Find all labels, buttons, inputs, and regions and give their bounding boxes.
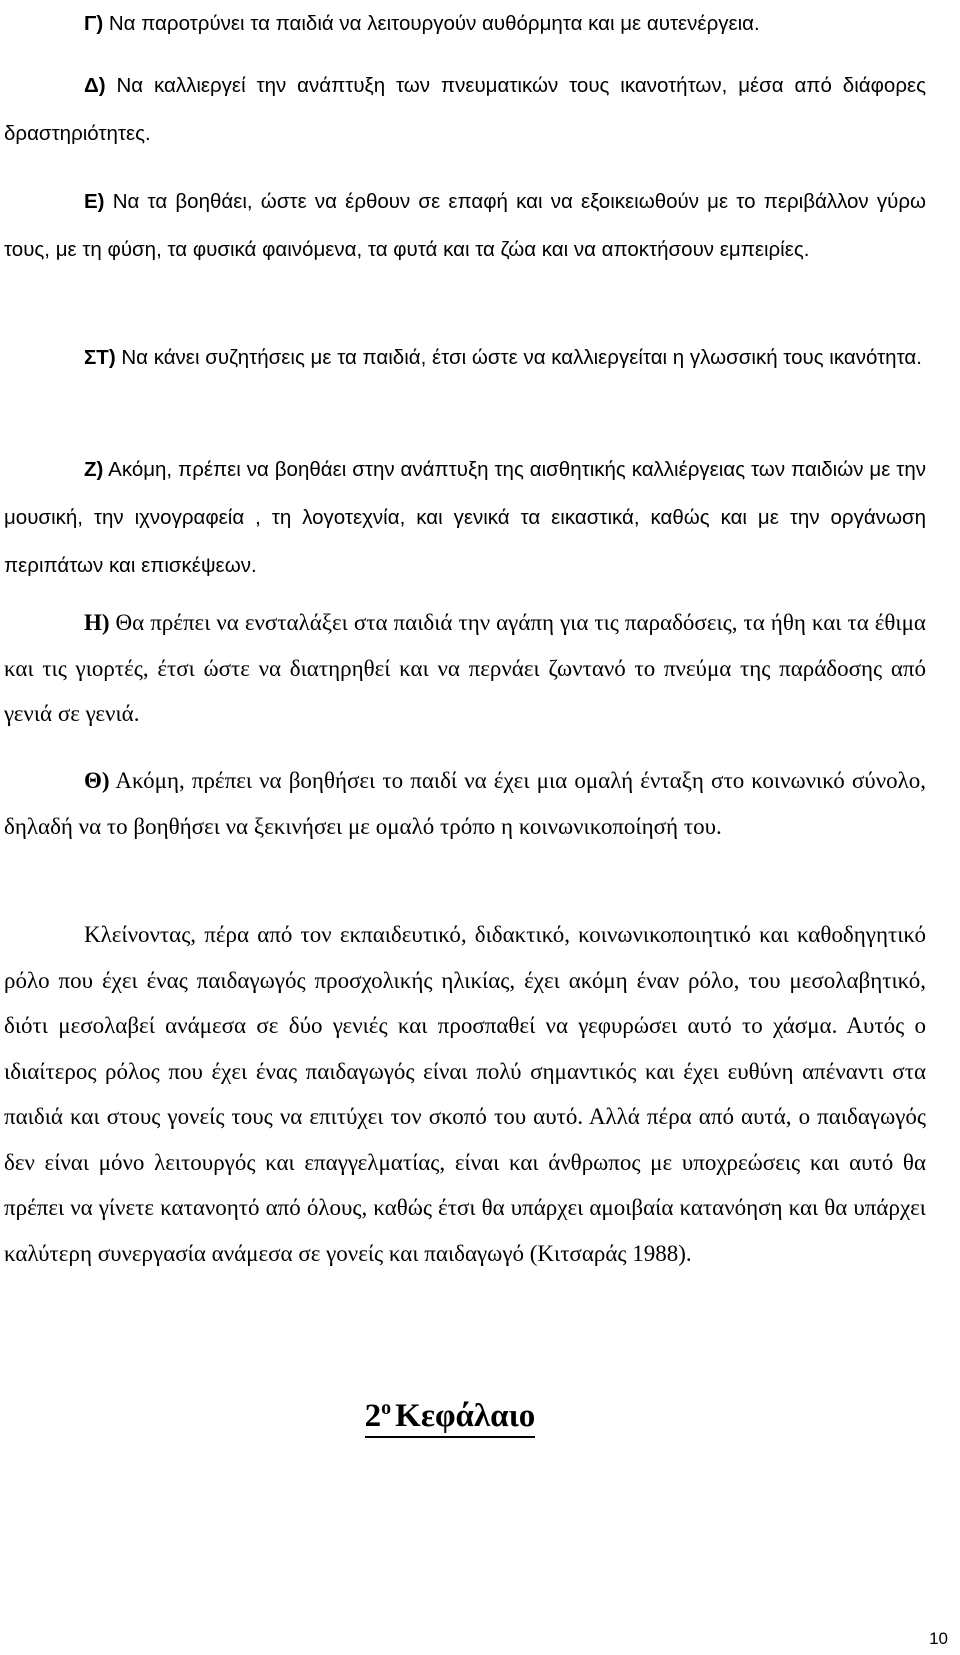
paragraph-label: Δ): [84, 74, 106, 97]
paragraph-text: Να παροτρύνει τα παιδιά να λειτουργούν αυθόρμητα και με αυτενέργεια.: [103, 12, 760, 35]
closing-paragraph: Κλείνοντας, πέρα από τον εκπαιδευτικό, διδακτικό, κοινωνικοποιητικό και καθοδηγητικό ρόλο που έχει ένας παιδαγωγός προσχολικής ηλικίας, έχει ακόμη έναν ρόλο, του μεσολαβητικό, διότι μεσολαβεί ανάμεσα σε δύο γενιές και προσπαθεί να γεφυρώσει αυτό το χάσμα. Αυτός ο ιδιαίτερος ρόλος που έχει ένας παιδαγωγός είναι πολύ σημαντικός και έχει ευθύνη απέναντι στα παιδιά και στους γονείς τους να επιτύχει τον σκοπό του αυτό. Αλλά πέρα από αυτά, ο παιδαγωγός δεν είναι μόνο λειτουργός και επαγγελματίας, είναι και άνθρωπος με υποχρεώσεις και αυτό θα πρέπει να γίνετε κατανοητό από όλους, καθώς έτσι θα υπάρχει αμοιβαία κατανόηση και θα υπάρχει καλύτερη συνεργασία ανάμεσα σε γονείς και παιδαγωγό (Κιτσαράς 1988).: [4, 922, 926, 1266]
paragraph-text: Θα πρέπει να ενσταλάξει στα παιδιά την αγάπη για τις παραδόσεις, τα ήθη και τα έθιμα και τις γιορτές, έτσι ώστε να διατηρηθεί και να περνάει ζωντανό το πνεύμα της παράδοσης από γενιά σε γενιά.: [4, 610, 926, 726]
chapter-heading-text: [365, 1390, 536, 1438]
paragraph-label: Θ): [84, 768, 110, 793]
chapter-heading: [0, 1390, 960, 1441]
paragraph-label: Γ): [84, 12, 104, 35]
page-number: 10: [929, 1629, 948, 1648]
paragraph-text: Να καλλιεργεί την ανάπτυξη των πνευματικών τους ικανοτήτων, μέσα από διάφορες δραστηριότητες.: [4, 74, 926, 145]
paragraph-gamma: [4, 0, 760, 48]
paragraph-text: Ακόμη, πρέπει να βοηθήσει το παιδί να έχει μια ομαλή ένταξη στο κοινωνικό σύνολο, δηλαδή να το βοηθήσει να ξεκινήσει με ομαλό τρόπο η κοινωνικοποίησή του.: [4, 768, 926, 839]
paragraph-zeta: [4, 446, 926, 590]
paragraph-label: Ε): [84, 190, 105, 213]
paragraph-theta: [4, 758, 926, 849]
chapter-number: 2: [364, 1398, 382, 1434]
chapter-ordinal-superscript: ο: [381, 1397, 392, 1419]
chapter-title: Κεφάλαιο: [395, 1398, 536, 1434]
paragraph-label: Ζ): [84, 458, 104, 481]
paragraph-sigma-tau: [4, 334, 922, 382]
paragraph-label: Η): [84, 610, 110, 635]
paragraph-epsilon: [4, 178, 926, 274]
paragraph-eta: [4, 600, 926, 737]
paragraph-text: Να τα βοηθάει, ώστε να έρθουν σε επαφή και να εξοικειωθούν με το περιβάλλον γύρω τους, με τη φύση, τα φυσικά φαινόμενα, τα φυτά και τα ζώα και να αποκτήσουν εμπειρίες.: [4, 190, 926, 261]
paragraph-text: Ακόμη, πρέπει να βοηθάει στην ανάπτυξη της αισθητικής καλλιέργειας των παιδιών με την μουσική, την ιχνογραφεία , τη λογοτεχνία, και γενικά τα εικαστικά, καθώς και με την οργάνωση περιπάτων και επισκέψεων.: [4, 458, 926, 577]
paragraph-delta: [4, 62, 926, 158]
paragraph-label: ΣΤ): [84, 346, 116, 369]
paragraph-text: Να κάνει συζητήσεις με τα παιδιά, έτσι ώστε να καλλιεργείται η γλωσσική τους ικανότητα.: [115, 346, 922, 369]
